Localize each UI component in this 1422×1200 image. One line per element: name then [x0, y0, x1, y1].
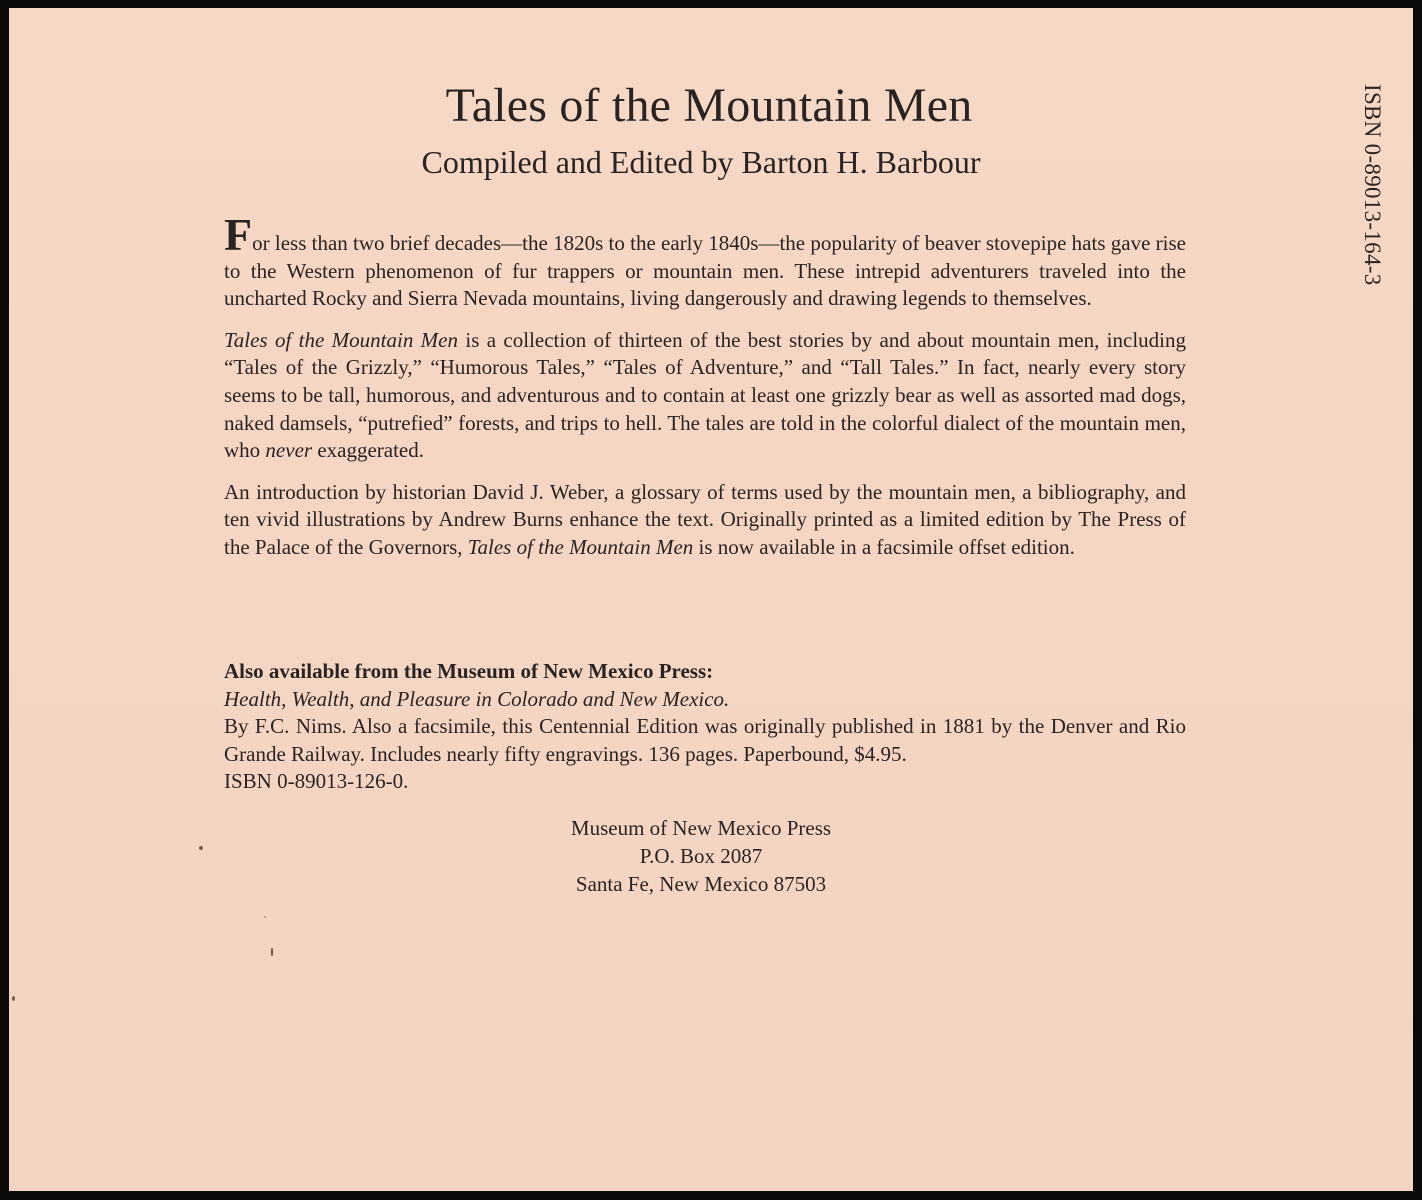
drop-cap: F — [224, 209, 253, 260]
book-title: Tales of the Mountain Men — [445, 79, 973, 132]
paragraph-3-text-b: is now available in a facsimile offset edition. — [693, 534, 1075, 559]
paragraph-3-title: Tales of the Mountain Men — [467, 534, 694, 559]
paragraph-3-text-a: An introduction by historian David J. Weber, a glossary of terms used by the mountain men, a bibliography, and ten vivid illustrations by Andrew Burns enhance the text. Originally printed as a limited edition by The Press of the Palace of the Governors, — [224, 479, 1186, 559]
paragraph-1-text: or less than two brief decades—the 1820s to the early 1840s—the popularity of beaver stovepipe hats gave rise to the Western phenomenon of fur trappers or mountain men. These intrepid adventurers traveled into the uncharted Rocky and Sierra Nevada mountains, living dangerously and drawing legends to themselves. — [224, 231, 1186, 311]
paragraph-2-title: Tales of the Mountain Men — [224, 327, 458, 352]
publisher-address — [9, 814, 1393, 898]
description-paragraph-1 — [224, 209, 1186, 313]
spine-isbn: ISBN 0-89013-164-3 — [1360, 84, 1385, 286]
publisher-name: Museum of New Mexico Press — [570, 816, 832, 840]
description-paragraph-2 — [224, 327, 1186, 465]
description-body — [224, 209, 1187, 576]
book-subtitle: Compiled and Edited by Barton H. Barbour — [421, 144, 981, 180]
paper-speck — [271, 948, 273, 956]
paper-speck — [264, 916, 266, 918]
also-available-section — [224, 658, 1186, 796]
paragraph-2-emphasis: never — [265, 438, 313, 463]
paper-speck — [12, 996, 15, 1001]
publisher-box: P.O. Box 2087 — [639, 844, 763, 868]
also-available-heading: Also available from the Museum of New Mexico Press: — [224, 659, 714, 683]
back-cover — [9, 8, 1413, 1191]
also-available-description: By F.C. Nims. Also a facsimile, this Centennial Edition was originally published in 1881 by the Denver and Rio Grande Railway. Includes nearly fifty engravings. 136 pages. Paperbound, $4.95. — [224, 714, 1186, 766]
paragraph-2-text-b: exaggerated. — [312, 438, 424, 463]
description-paragraph-3 — [224, 479, 1186, 562]
paragraph-2-text-a: is a collection of thirteen of the best stories by and about mountain men, including “Tales of the Grizzly,” “Humorous Tales,” “Tales of Adventure,” and “Tall Tales.” In fact, nearly every story seems to be tall, humorous, and adventurous and to contain at least one grizzly bear as well as assorted mad dogs, naked damsels, “putrefied” forests, and trips to hell. The tales are told in the colorful dialect of the mountain men, who — [224, 327, 1187, 463]
also-available-book-title: Health, Wealth, and Pleasure in Colorado and New Mexico. — [224, 686, 730, 711]
also-available-isbn: ISBN 0-89013-126-0. — [224, 769, 409, 794]
paper-speck — [199, 846, 203, 850]
publisher-city: Santa Fe, New Mexico 87503 — [575, 872, 827, 896]
